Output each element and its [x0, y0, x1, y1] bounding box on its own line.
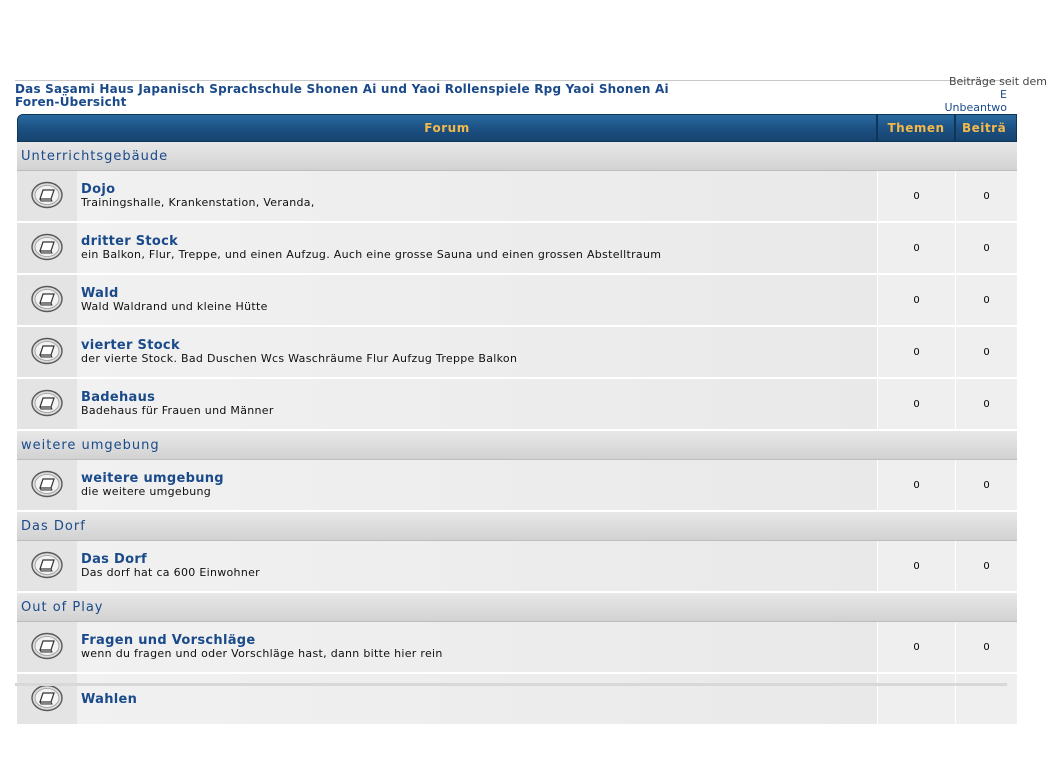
forum-info [77, 460, 877, 512]
forum-row [17, 379, 1017, 431]
category-row [17, 512, 1017, 541]
category-name[interactable]: Das Dorf [17, 512, 877, 541]
book-icon [31, 650, 63, 663]
forum-page [15, 75, 1047, 707]
forum-icon-cell [17, 171, 77, 223]
unanswered-link[interactable]: Unbeantwo [944, 101, 1007, 114]
forum-link[interactable]: Das Dorf [81, 552, 148, 567]
topics-count: 0 [877, 460, 955, 512]
forum-info [77, 327, 877, 379]
forum-icon-cell [17, 460, 77, 512]
posts-count: 0 [955, 541, 1017, 593]
forum-row [17, 171, 1017, 223]
posts-count: 0 [955, 171, 1017, 223]
forum-description: Badehaus für Frauen und Männer [81, 404, 274, 417]
forum-row [17, 674, 1017, 726]
header-forum: Forum [17, 114, 877, 142]
forum-link[interactable]: Fragen und Vorschläge [81, 633, 256, 648]
table-header-row [17, 114, 1017, 142]
breadcrumb [15, 83, 669, 109]
forum-info [77, 275, 877, 327]
category-row [17, 142, 1017, 171]
category-name[interactable]: weitere umgebung [17, 431, 877, 460]
book-icon [31, 355, 63, 368]
forum-row [17, 541, 1017, 593]
header-topics: Themen [877, 114, 955, 142]
book-icon [31, 251, 63, 264]
category-spacer [955, 431, 1017, 460]
book-icon [31, 303, 63, 316]
posts-count: 0 [955, 275, 1017, 327]
forum-link[interactable]: weitere umgebung [81, 471, 224, 486]
forum-info [77, 223, 877, 275]
forum-row [17, 460, 1017, 512]
forum-row [17, 275, 1017, 327]
forum-link[interactable]: Wald [81, 286, 119, 301]
category-spacer [877, 431, 955, 460]
forum-icon-cell [17, 275, 77, 327]
forum-link[interactable]: Dojo [81, 182, 116, 197]
topics-count: 0 [877, 223, 955, 275]
category-row [17, 593, 1017, 622]
category-spacer [955, 142, 1017, 171]
top-bar [15, 75, 1047, 114]
topics-count: 0 [877, 171, 955, 223]
book-icon [31, 702, 63, 715]
forum-description: Wald Waldrand und kleine Hütte [81, 300, 268, 313]
category-name[interactable]: Out of Play [17, 593, 877, 622]
forum-description: die weitere umgebung [81, 485, 212, 498]
book-icon [31, 488, 63, 501]
forum-table [17, 114, 1017, 726]
topics-count: 0 [877, 541, 955, 593]
category-spacer [955, 512, 1017, 541]
forum-info [77, 379, 877, 431]
forum-body [17, 142, 1017, 726]
forum-description: Trainingshalle, Krankenstation, Veranda, [81, 196, 315, 209]
bottom-divider [15, 683, 1007, 686]
forum-row [17, 223, 1017, 275]
category-row [17, 431, 1017, 460]
book-icon [31, 199, 63, 212]
forum-info [77, 622, 877, 674]
posts-count: 0 [955, 460, 1017, 512]
forum-icon-cell [17, 622, 77, 674]
forum-link[interactable]: vierter Stock [81, 338, 180, 353]
topics-count: 0 [877, 379, 955, 431]
forum-description: der vierte Stock. Bad Duschen Wcs Waschräume Flur Aufzug Treppe Balkon [81, 352, 518, 365]
posts-count: 0 [955, 622, 1017, 674]
category-spacer [877, 142, 955, 171]
forum-icon-cell [17, 541, 77, 593]
forum-icon-cell [17, 223, 77, 275]
forum-info [77, 541, 877, 593]
forum-icon-cell [17, 327, 77, 379]
forum-info [77, 171, 877, 223]
e-link[interactable]: E [1000, 88, 1007, 101]
forum-row [17, 327, 1017, 379]
category-spacer [955, 593, 1017, 622]
category-name[interactable]: Unterrichtsgebäude [17, 142, 877, 171]
forum-link[interactable]: Badehaus [81, 390, 156, 405]
category-spacer [877, 512, 955, 541]
forum-description: ein Balkon, Flur, Treppe, und einen Aufzug. Auch eine grosse Sauna und einen grossen Abstelltraum [81, 248, 662, 261]
forum-description: wenn du fragen und oder Vorschläge hast, dann bitte hier rein [81, 647, 443, 660]
header-posts: Beiträ [955, 114, 1017, 142]
forum-row [17, 622, 1017, 674]
book-icon [31, 407, 63, 420]
forum-description: Das dorf hat ca 600 Einwohner [81, 566, 260, 579]
posts-count: 0 [955, 379, 1017, 431]
forum-index-link[interactable]: Foren-Übersicht [15, 95, 127, 109]
new-posts-link[interactable]: Beiträge seit dem [948, 75, 1047, 88]
posts-count: 0 [955, 327, 1017, 379]
posts-count: 0 [955, 223, 1017, 275]
category-spacer [877, 593, 955, 622]
forum-title-link[interactable]: Das Sasami Haus Japanisch Sprachschule Shonen Ai und Yaoi Rollenspiele Rpg Yaoi Shonen Ai [15, 82, 669, 96]
book-icon [31, 569, 63, 582]
topics-count [877, 674, 955, 726]
topics-count: 0 [877, 275, 955, 327]
forum-icon-cell [17, 674, 77, 726]
forum-link[interactable]: dritter Stock [81, 234, 179, 249]
top-links [877, 75, 1047, 114]
topics-count: 0 [877, 622, 955, 674]
forum-link[interactable]: Wahlen [81, 691, 138, 707]
posts-count [955, 674, 1017, 726]
forum-info [77, 674, 877, 726]
forum-icon-cell [17, 379, 77, 431]
topics-count: 0 [877, 327, 955, 379]
